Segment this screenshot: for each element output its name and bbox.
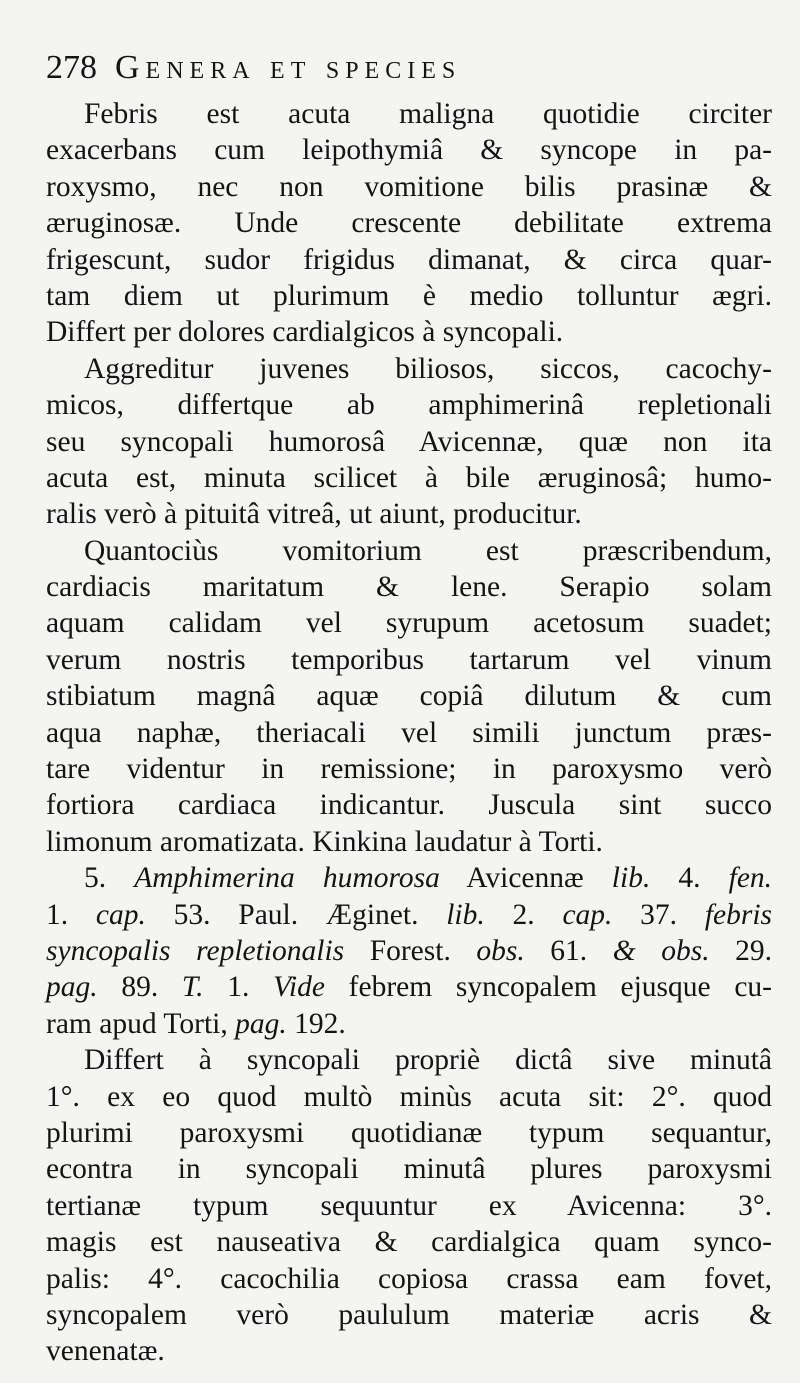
text-line (46, 751, 772, 787)
text-segment: lib. (611, 862, 651, 895)
text-segment: fortiora cardiaca indicantur. Juscula sint succo (46, 789, 772, 822)
text-segment: ram apud Torti, (46, 1007, 236, 1040)
text-line (46, 1042, 772, 1078)
text-segment: tertianæ typum sequuntur ex Avicenna: 3°. (46, 1189, 772, 1222)
text-line (46, 496, 772, 532)
text-line (46, 96, 772, 132)
text-line (46, 933, 772, 969)
text-segment: febrem syncopalem ejusque cu- (324, 971, 772, 1004)
text-line (46, 1224, 772, 1260)
text-line (46, 314, 772, 350)
text-segment: palis: 4°. cacochilia copiosa crassa eam fovet, (46, 1262, 772, 1295)
text-line (46, 205, 772, 241)
running-head (46, 40, 772, 96)
text-segment: seu syncopali humorosâ Avicennæ, quæ non ita (46, 425, 772, 458)
text-segment: 29. (709, 934, 773, 967)
text-segment: pag. (235, 1007, 287, 1040)
text-segment: Avicennæ (439, 862, 612, 895)
text-segment: obs. (476, 934, 525, 967)
text-segment: æruginosæ. Unde crescente debilitate extrema (46, 207, 772, 240)
text-line (46, 533, 772, 569)
text-segment: syncopalem verò paululum materiæ acris & (46, 1298, 772, 1331)
text-segment: 5. (84, 862, 135, 895)
text-segment: tam diem ut plurimum è medio tolluntur ægri. (46, 279, 772, 312)
text-segment: venenatæ. (46, 1335, 165, 1368)
text-segment: acuta est, minuta scilicet à bile æruginosâ; humo- (46, 461, 772, 494)
text-segment: 1. (203, 971, 274, 1004)
text-line (46, 678, 772, 714)
text-line (46, 169, 772, 205)
text-line (46, 1115, 772, 1151)
text-line (46, 897, 772, 933)
text-segment: limonum aromatizata. Kinkina laudatur à Torti. (46, 825, 603, 858)
text-line (46, 1261, 772, 1297)
text-segment: verum nostris temporibus tartarum vel vinum (46, 643, 772, 676)
text-segment: Febris est acuta maligna quotidie circiter (84, 98, 772, 130)
text-line (46, 969, 772, 1005)
text-line (46, 642, 772, 678)
text-segment: stibiatum magnâ aquæ copiâ dilutum & cum (46, 680, 772, 713)
text-line (46, 387, 772, 423)
text-segment: 37. (612, 898, 705, 931)
text-segment: & obs. (612, 934, 710, 967)
text-segment: Vide (273, 971, 325, 1004)
text-segment: tare videntur in remissione; in paroxysmo verò (46, 753, 772, 786)
text-line (46, 132, 772, 168)
text-line (46, 787, 772, 823)
text-line (46, 424, 772, 460)
text-line (46, 1333, 772, 1369)
text-segment: febris (704, 898, 773, 931)
text-line (46, 1297, 772, 1333)
text-segment: Forest. (344, 934, 477, 967)
text-line (46, 824, 772, 860)
text-line (46, 278, 772, 314)
text-line (46, 242, 772, 278)
text-line (46, 860, 772, 896)
text-segment: Quantociùs vomitorium est præscribendum, (84, 534, 772, 567)
text-segment: ralis verò à pituitâ vitreâ, ut aiunt, producitur. (46, 498, 582, 531)
text-segment: cap. (95, 898, 146, 931)
text-body (46, 96, 772, 1370)
text-line (46, 569, 772, 605)
text-segment: roxysmo, nec non vomitione bilis prasinæ & (46, 170, 772, 203)
text-line (46, 1006, 772, 1042)
text-segment: micos, differtque ab amphimerinâ repletionali (46, 389, 772, 422)
text-segment: magis est nauseativa & cardialgica quam synco- (46, 1226, 772, 1259)
text-segment: econtra in syncopali minutâ plures paroxysmi (46, 1153, 772, 1186)
text-segment: Differt per dolores cardialgicos à syncopali. (46, 316, 564, 349)
text-segment: syncopalis repletionalis (46, 934, 345, 967)
running-title: Genera et species (115, 49, 462, 86)
text-segment: 4. (650, 862, 729, 895)
text-segment: Differt à syncopali propriè dictâ sive minutâ (84, 1044, 772, 1077)
text-segment: 61. (524, 934, 613, 967)
text-segment: 2. (484, 898, 563, 931)
text-segment: lib. (446, 898, 485, 931)
text-line (46, 1151, 772, 1187)
text-segment: plurimi paroxysmi quotidianæ typum sequantur, (46, 1116, 772, 1149)
text-segment: exacerbans cum leipothymiâ & syncope in pa- (46, 134, 772, 167)
text-segment: 89. (97, 971, 182, 1004)
text-segment: 1°. ex eo quod multò minùs acuta sit: 2°. quod (46, 1080, 772, 1113)
text-line (46, 715, 772, 751)
text-segment: T. (181, 971, 204, 1004)
text-segment: pag. (46, 971, 98, 1004)
text-segment: fen. (728, 862, 773, 895)
text-segment: 1. (46, 898, 96, 931)
page-number: 278 (46, 49, 97, 86)
text-line (46, 605, 772, 641)
text-segment: cardiacis maritatum & lene. Serapio solam (46, 571, 772, 604)
text-line (46, 351, 772, 387)
text-segment: aquam calidam vel syrupum acetosum suadet; (46, 607, 772, 640)
text-segment: Amphimerina humorosa (134, 862, 440, 895)
text-segment: aqua naphæ, theriacali vel simili junctum præs- (46, 716, 772, 749)
text-line (46, 1079, 772, 1115)
text-line (46, 460, 772, 496)
text-segment: 192. (286, 1007, 346, 1040)
text-segment: cap. (562, 898, 613, 931)
text-segment: 53. Paul. Æginet. (145, 898, 447, 931)
text-segment: Aggreditur juvenes biliosos, siccos, cacochy- (84, 352, 772, 385)
text-line (46, 1188, 772, 1224)
text-segment: frigescunt, sudor frigidus dimanat, & circa quar- (46, 243, 772, 276)
